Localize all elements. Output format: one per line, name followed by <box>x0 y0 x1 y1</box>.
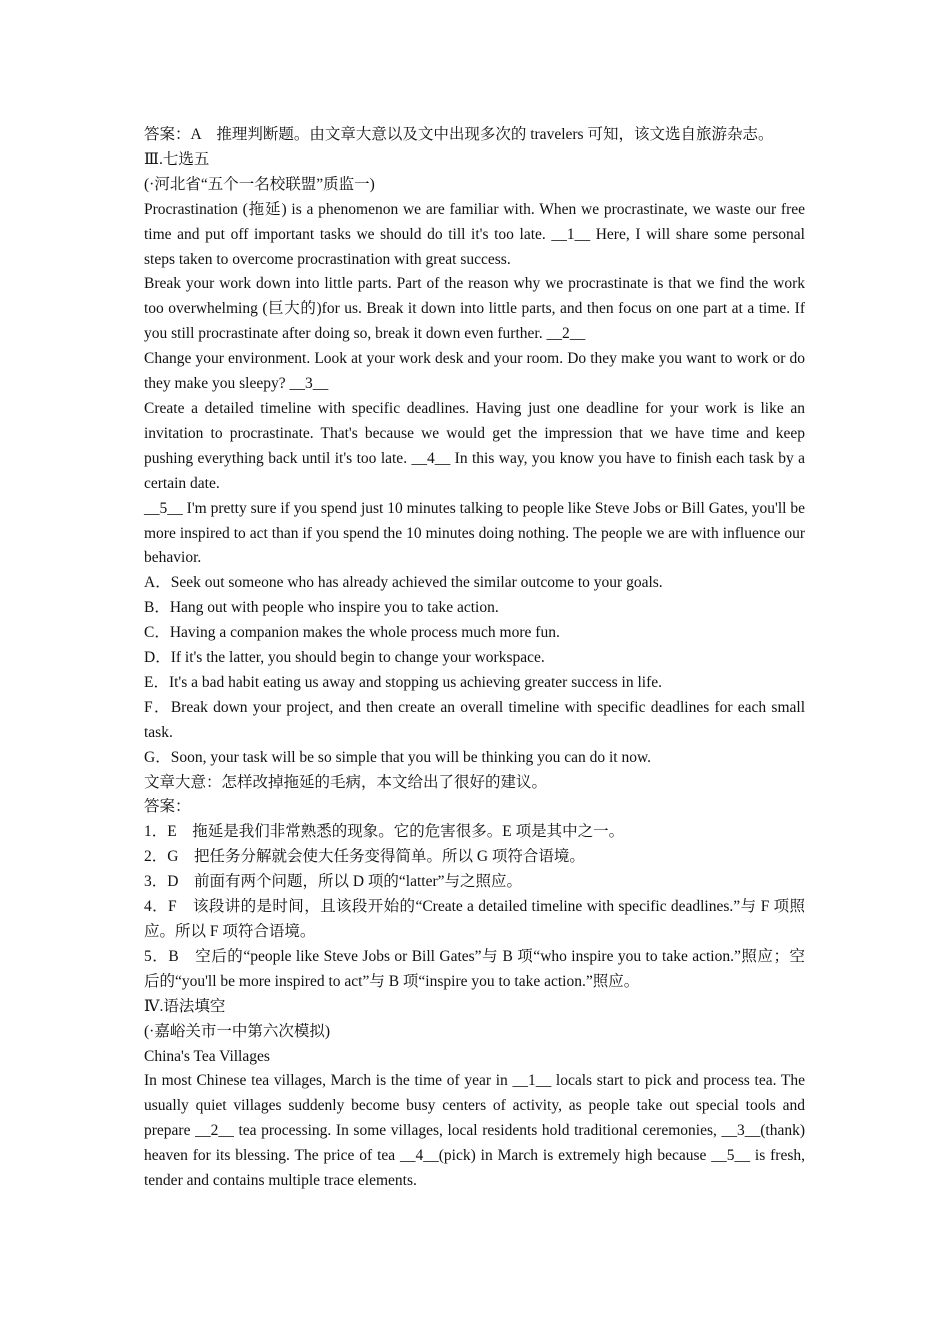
passage-paragraph: __5__ I'm pretty sure if you spend just 10 minutes talking to people like Steve Jobs or Bill Gates, you'll be more inspired to act than if you spend the 10 minutes doing nothing. The people we are with influence our behavior. <box>144 499 805 567</box>
passage-title: China's Tea Villages <box>144 1047 270 1065</box>
source-note: (·嘉峪关市一中第六次模拟) <box>144 1022 330 1040</box>
answer-heading: 答案： <box>144 798 191 816</box>
answer-item: 2．G 把任务分解就会使大任务变得简单。所以 G 项符合语境。 <box>144 848 585 866</box>
option-g: G．Soon, your task will be so simple that you will be thinking you can do it now. <box>144 748 652 766</box>
passage-paragraph: Create a detailed timeline with specific deadlines. Having just one deadline for your work is like an invitation to procrastinate. That's because we would get the impression that we have time and keep pushing everything back until it's too late. __4__ In this way, you know you have to finish each task by a certain date. <box>144 399 805 492</box>
passage-paragraph: In most Chinese tea villages, March is the time of year in __1__ locals start to pick and process tea. The usually quiet villages suddenly become busy centers of activity, as people take out special tools and prepare __2__ tea processing. In some villages, local residents hold traditional ceremonies, __3__(thank) heaven for its blessing. The price of tea __4__(pick) in March is extremely high because __5__ is fresh, tender and contains multiple trace elements. <box>144 1072 805 1190</box>
passage-paragraph: Change your environment. Look at your work desk and your room. Do they make you want to work or do they make you sleepy? __3__ <box>144 350 805 393</box>
document-page <box>144 123 805 1194</box>
passage-paragraph: Break your work down into little parts. Part of the reason why we procrastinate is that we find the work too overwhelming (巨大的)for us. Break it down into little parts, and then focus on one part at a time. If you still procrastinate after doing so, break it down even further. __2__ <box>144 275 805 343</box>
option-f: F．Break down your project, and then create an overall timeline with specific deadlines for each small task. <box>144 698 805 741</box>
option-c: C．Having a companion makes the whole process much more fun. <box>144 624 560 642</box>
option-d: D．If it's the latter, you should begin to change your workspace. <box>144 649 545 667</box>
option-b: B．Hang out with people who inspire you to take action. <box>144 599 499 617</box>
option-a: A．Seek out someone who has already achieved the similar outcome to your goals. <box>144 574 663 592</box>
option-e: E．It's a bad habit eating us away and stopping us achieving greater success in life. <box>144 673 663 691</box>
source-note: (·河北省“五个一名校联盟”质监一) <box>144 175 375 193</box>
summary-line: 文章大意：怎样改掉拖延的毛病，本文给出了很好的建议。 <box>144 773 548 791</box>
answer-item: 1．E 拖延是我们非常熟悉的现象。它的危害很多。E 项是其中之一。 <box>144 823 625 841</box>
answer-item: 5．B 空后的“people like Steve Jobs or Bill Gates”与 B 项“who inspire you to take action.”照应；空后的“you'll be more inspired to act”与 B 项“inspire you to take action.”照应。 <box>144 947 805 990</box>
section-heading-grammar-fill: Ⅳ.语法填空 <box>144 997 226 1015</box>
section-heading-seven-choose-five: Ⅲ.七选五 <box>144 150 210 168</box>
answer-line-passage: 答案：A 推理判断题。由文章大意以及文中出现多次的 travelers 可知，该文选自旅游杂志。 <box>144 126 774 143</box>
passage-paragraph: Procrastination (拖延) is a phenomenon we are familiar with. When we procrastinate, we waste our free time and put off important tasks we should do till it's too late. __1__ Here, I will share some personal steps taken to overcome procrastination with great success. <box>144 200 805 268</box>
answer-item: 3．D 前面有两个问题，所以 D 项的“latter”与之照应。 <box>144 873 522 891</box>
answer-item: 4．F 该段讲的是时间，且该段开始的“Create a detailed timeline with specific deadlines.”与 F 项照应。所以 F 项符合语境。 <box>144 898 805 940</box>
